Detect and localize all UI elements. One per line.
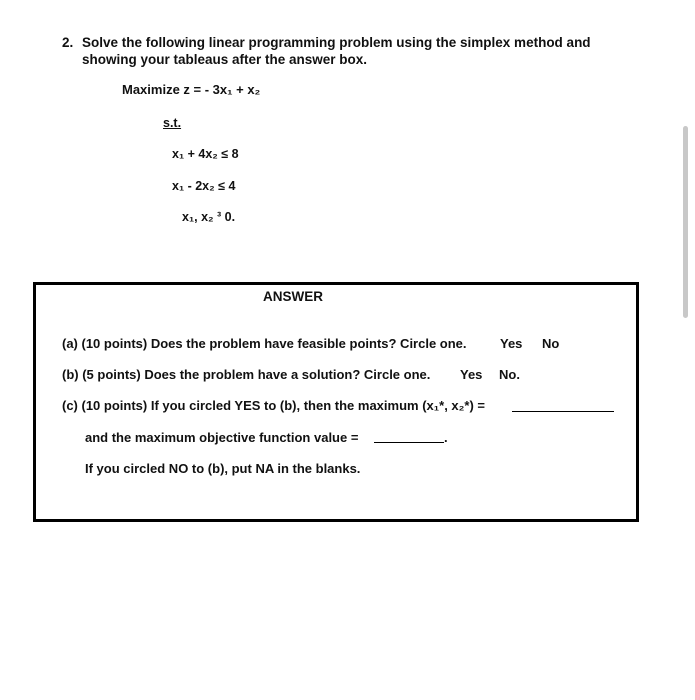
objective-function: Maximize z = - 3x₁ + x₂	[122, 82, 261, 97]
question-a: (a) (10 points) Does the problem have feasible points? Circle one.	[62, 336, 467, 351]
question-d-period: .	[444, 430, 448, 445]
question-b-no-option[interactable]: No.	[499, 367, 520, 382]
problem-number: 2.	[62, 35, 74, 50]
question-a-no-option[interactable]: No	[542, 336, 560, 351]
question-c: (c) (10 points) If you circled YES to (b), then the maximum (x₁*, x₂*) =	[62, 398, 486, 413]
constraint-1: x₁ + 4x₂ ≤ 8	[172, 147, 239, 161]
objective-value-answer-blank[interactable]	[374, 442, 444, 443]
answer-title: ANSWER	[263, 289, 323, 304]
vertical-scrollbar[interactable]	[683, 126, 688, 318]
question-b: (b) (5 points) Does the problem have a solution? Circle one.	[62, 367, 431, 382]
constraint-nonnegativity: x₁, x₂ ³ 0.	[182, 210, 236, 224]
subject-to-label: s.t.	[163, 116, 182, 130]
question-e-instruction: If you circled NO to (b), put NA in the blanks.	[85, 461, 361, 476]
problem-statement-line2: showing your tableaus after the answer box.	[82, 52, 368, 67]
question-b-yes-option[interactable]: Yes	[460, 367, 483, 382]
constraint-2: x₁ - 2x₂ ≤ 4	[172, 179, 236, 193]
maximizer-answer-blank[interactable]	[512, 411, 614, 412]
question-a-yes-option[interactable]: Yes	[500, 336, 523, 351]
question-d: and the maximum objective function value =	[85, 430, 359, 445]
problem-statement-line1: Solve the following linear programming problem using the simplex method and	[82, 35, 591, 50]
